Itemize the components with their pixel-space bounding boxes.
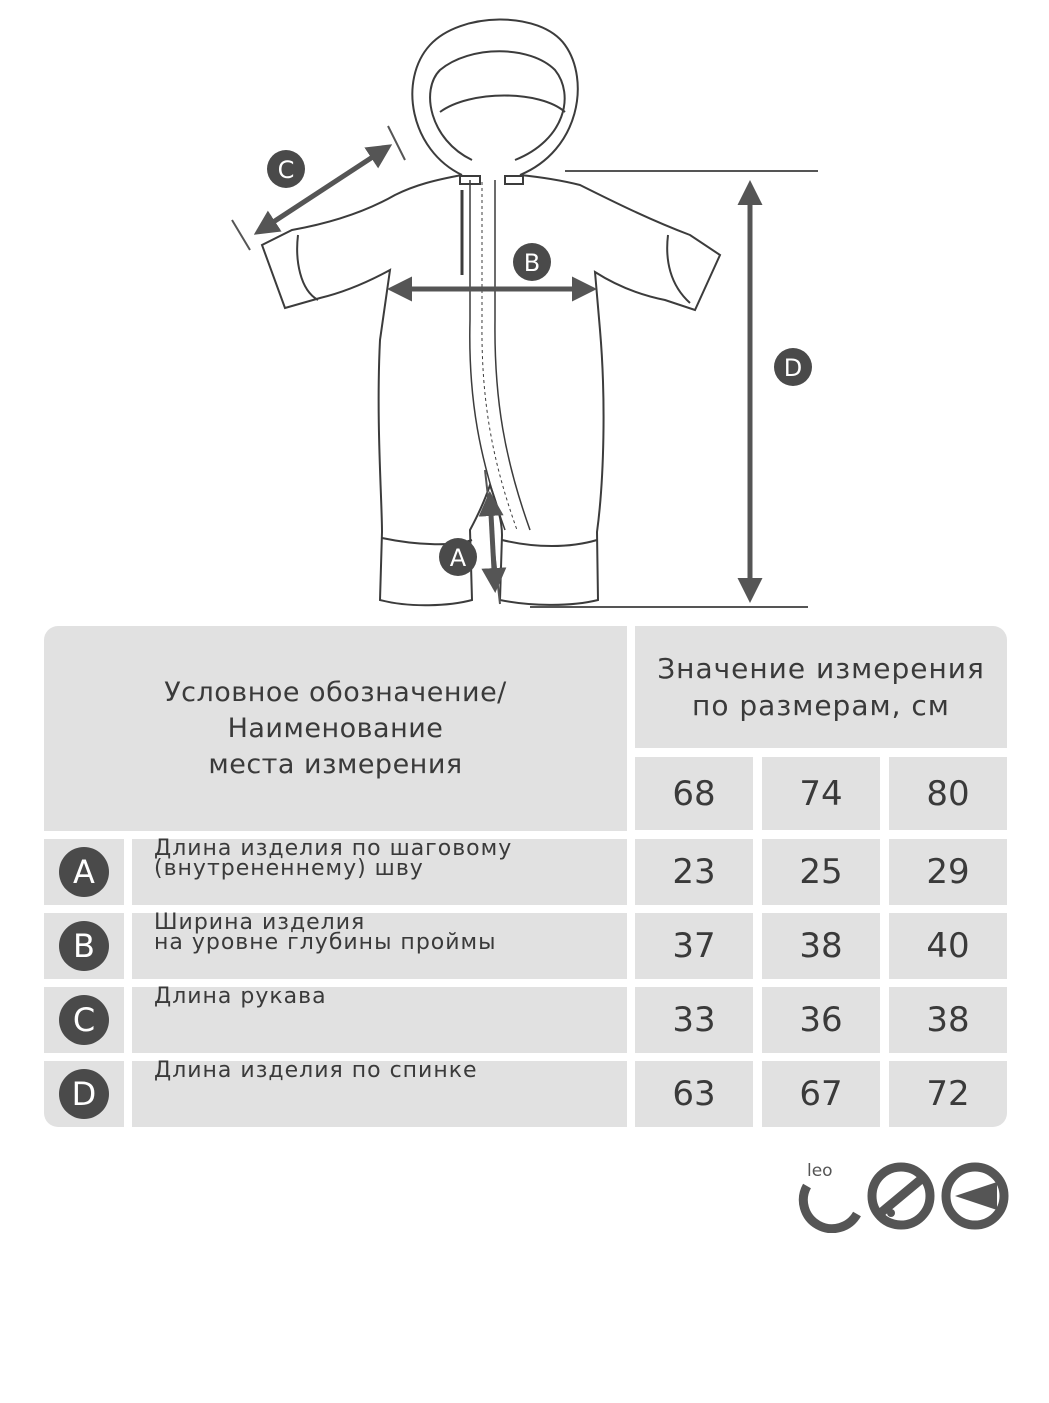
arrow-a: [490, 496, 495, 588]
marker-b-badge: B: [59, 921, 109, 971]
measure-guides: [232, 126, 818, 607]
garment-diagram: [0, 0, 1049, 620]
row-b-label: Ширина изделия на уровне глубины проймы: [132, 913, 627, 979]
marker-d: [774, 348, 812, 386]
row-c-marker-cell: [44, 987, 124, 1053]
row-d-value-68: 63: [635, 1061, 753, 1127]
marker-b: [513, 243, 551, 281]
svg-text:D: D: [783, 354, 803, 382]
row-c-value-68: 33: [635, 987, 753, 1053]
size-74: 74: [762, 757, 880, 830]
marker-c-badge: C: [59, 995, 109, 1045]
row-c-value-74: 36: [762, 987, 880, 1053]
row-a-value-74: 25: [762, 839, 880, 905]
row-b-value-80: 40: [889, 913, 1007, 979]
brand-logo: [795, 1158, 1010, 1233]
svg-text:B: B: [523, 249, 541, 277]
svg-text:leo: leo: [807, 1161, 833, 1181]
marker-d-badge: D: [59, 1069, 109, 1119]
marker-c: [267, 150, 305, 188]
row-d-value-80: 72: [889, 1061, 1007, 1127]
size-80: 80: [889, 757, 1007, 830]
marker-a: [439, 538, 477, 576]
size-68: 68: [635, 757, 753, 830]
header-values: Значение измерения по размерам, см: [635, 626, 1007, 748]
row-d-marker-cell: [44, 1061, 124, 1127]
row-b-marker-cell: [44, 913, 124, 979]
row-a-value-68: 23: [635, 839, 753, 905]
row-b-value-68: 37: [635, 913, 753, 979]
marker-a-badge: A: [59, 847, 109, 897]
row-c-label: Длина рукава: [132, 987, 627, 1053]
svg-text:C: C: [277, 156, 295, 184]
row-d-value-74: 67: [762, 1061, 880, 1127]
row-a-value-80: 29: [889, 839, 1007, 905]
svg-text:A: A: [449, 544, 467, 572]
row-c-value-80: 38: [889, 987, 1007, 1053]
row-b-value-74: 38: [762, 913, 880, 979]
row-a-label: Длина изделия по шаговому (внутрененнему) шву: [132, 839, 627, 905]
row-d-label: Длина изделия по спинке: [132, 1061, 627, 1127]
header-name: Условное обозначение/ Наименование места измерения: [44, 626, 627, 831]
row-a-marker-cell: [44, 839, 124, 905]
